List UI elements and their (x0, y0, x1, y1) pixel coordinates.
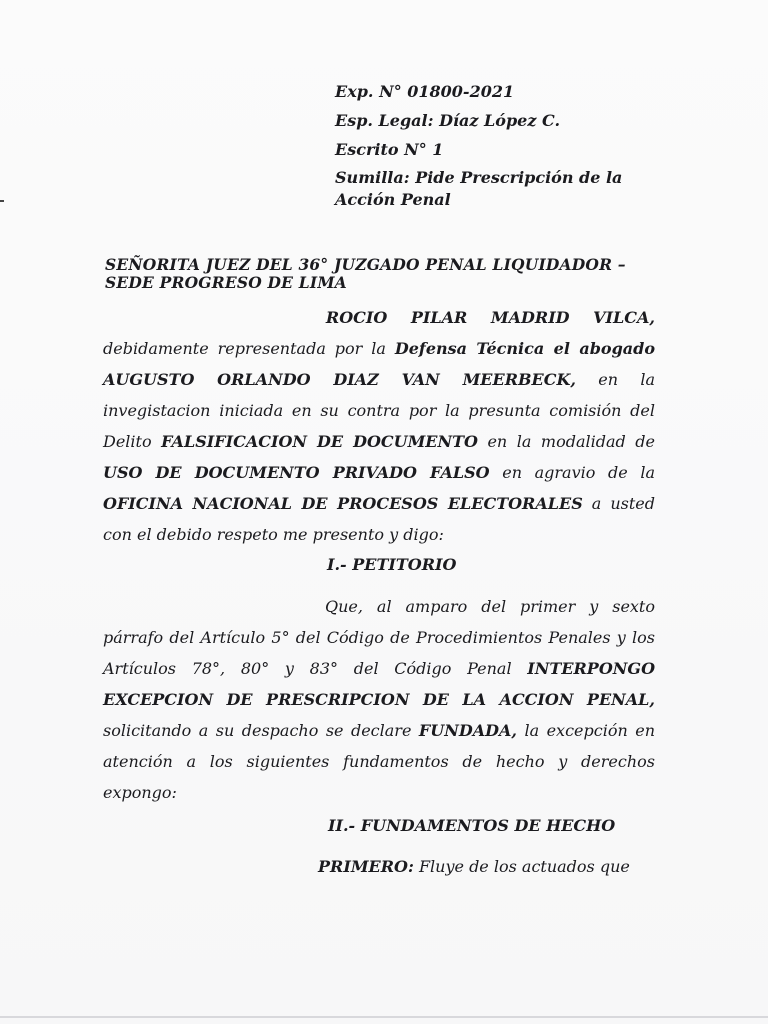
petitorio-bold-1: INTERPONGO EXCEPCION DE PRESCRIPCION DE LA ACCION PENAL, (103, 659, 655, 709)
page-bottom-edge (0, 1016, 768, 1018)
intro-bold-3: USO DE DOCUMENTO PRIVADO FALSO (103, 463, 490, 482)
primero-label: PRIMERO: (318, 857, 414, 876)
intro-bold-2: FALSIFICACION DE DOCUMENTO (161, 432, 478, 451)
addressee: SEÑORITA JUEZ DEL 36° JUZGADO PENAL LIQUIDADOR – SEDE PROGRESO DE LIMA (105, 255, 626, 292)
primero-text: Fluye de los actuados que (413, 857, 630, 876)
intro-text-5: a usted con el debido respeto me presento y digo: (103, 494, 655, 544)
intro-bold-1: Defensa Técnica el abogado AUGUSTO ORLANDO DIAZ VAN MEERBECK, (103, 339, 655, 389)
primero-paragraph (318, 851, 658, 882)
section-heading-fundamentos: II.- FUNDAMENTOS DE HECHO (328, 816, 616, 835)
intro-text-1: debidamente representada por la (103, 339, 395, 358)
petitorio-text-3: la excepción en atención a los siguientes fundamentos de hecho y derechos expongo: (103, 721, 655, 802)
intro-text-4: en agravio de la (489, 463, 655, 482)
intro-paragraph (103, 302, 655, 550)
section-heading-petitorio: I.- PETITORIO (327, 555, 457, 574)
summary-line: Sumilla: Pide Prescripción de la Acción Penal (335, 168, 623, 209)
intro-text-2: en la invegistacion iniciada en su contra por la presunta comisión del Delito (103, 370, 655, 451)
petitorio-text-2: solicitando a su despacho se declare (103, 721, 419, 740)
filing-number: Escrito N° 1 (335, 140, 444, 159)
petitioner-name: ROCIO PILAR MADRID VILCA, (325, 308, 655, 327)
intro-bold-4: OFICINA NACIONAL DE PROCESOS ELECTORALES (103, 494, 583, 513)
petitorio-text-1: Que, al amparo del primer y sexto párrafo del Artículo 5° del Código de Procedimientos Penales y los Artículos 78°, 80° y 83° del Código Penal (103, 597, 655, 678)
intro-text-3: en la modalidad de (477, 432, 655, 451)
petitorio-bold-2: FUNDADA, (418, 721, 517, 740)
case-number: Exp. N° 01800-2021 (335, 82, 515, 101)
petitorio-paragraph (103, 591, 655, 808)
legal-specialist: Esp. Legal: Díaz López C. (335, 111, 561, 130)
case-header (335, 80, 665, 216)
scan-edge-mark (0, 200, 4, 202)
